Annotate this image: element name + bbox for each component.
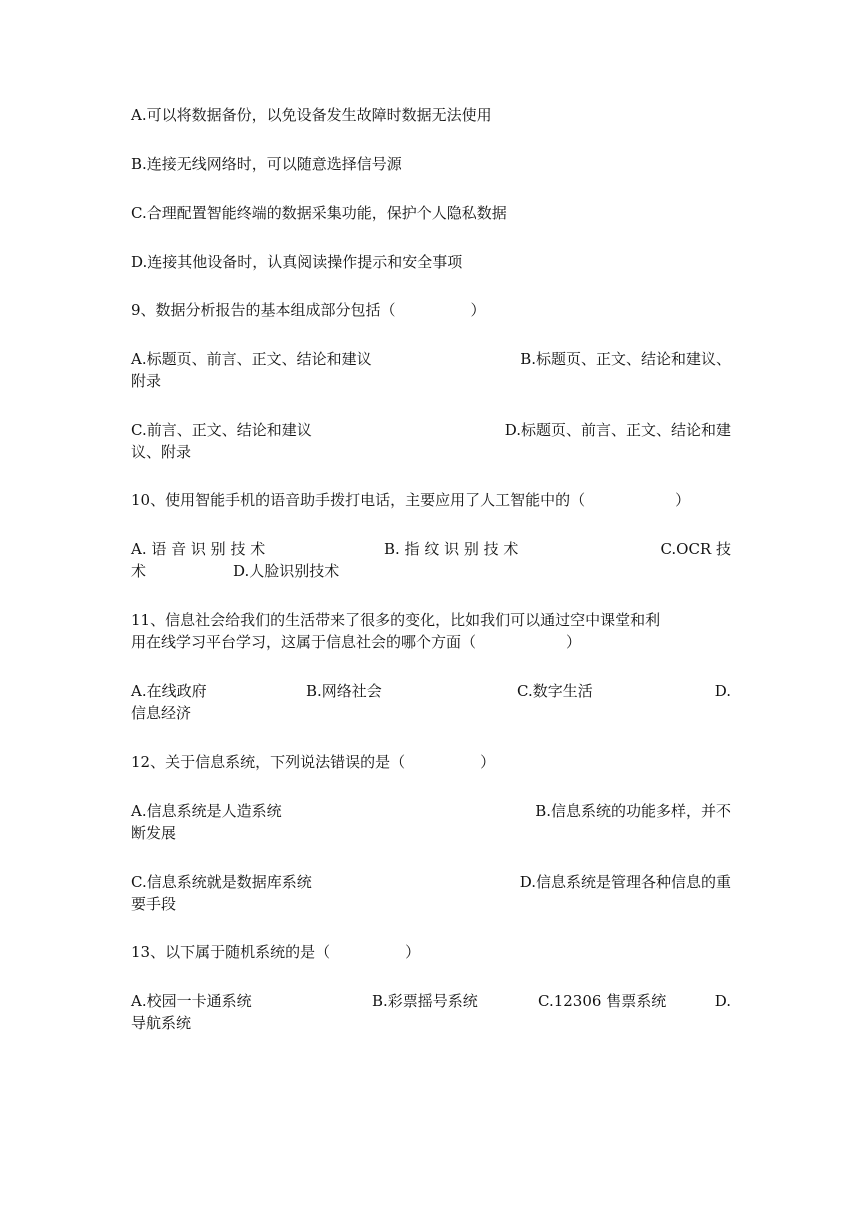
q10-option-a: A. 语 音 识 别 技 术 <box>131 540 266 558</box>
q11-option-c: C.数字生活 <box>517 682 593 700</box>
q8-option-a: A.可以将数据备份，以免设备发生故障时数据无法使用 <box>131 106 492 124</box>
q9-options-row2 <box>131 419 731 441</box>
q10-option-c-cont: 术 <box>131 562 147 580</box>
q12-option-a: A.信息系统是人造系统 <box>131 802 282 820</box>
q11-option-b: B.网络社会 <box>306 682 382 700</box>
q12-option-b-cont: 断发展 <box>131 824 177 842</box>
q9-option-b: B.标题页、正文、结论和建议、 <box>520 350 731 368</box>
q8-option-d: D.连接其他设备时，认真阅读操作提示和安全事项 <box>131 253 463 271</box>
q13-stem: 13、以下属于随机系统的是（ ） <box>131 943 421 961</box>
q9-option-c: C.前言、正文、结论和建议 <box>131 421 312 439</box>
q10-option-b: B. 指 纹 识 别 技 术 <box>384 540 519 558</box>
q8-option-b: B.连接无线网络时，可以随意选择信号源 <box>131 155 402 173</box>
q10-stem: 10、使用智能手机的语音助手拨打电话，主要应用了人工智能中的（ ） <box>131 491 691 509</box>
q12-option-c: C.信息系统就是数据库系统 <box>131 873 312 891</box>
q11-options-row1 <box>131 680 731 702</box>
q11-option-a: A.在线政府 <box>131 682 207 700</box>
q11-stem-line1: 11、信息社会给我们的生活带来了很多的变化，比如我们可以通过空中课堂和利 <box>131 611 661 629</box>
q13-option-d-cont: 导航系统 <box>131 1014 192 1032</box>
q12-option-d-cont: 要手段 <box>131 895 177 913</box>
q10-options-row1 <box>131 538 731 560</box>
q11-option-d-cont: 信息经济 <box>131 704 192 722</box>
q9-options-row1 <box>131 348 731 370</box>
q10-options-row2 <box>131 560 731 582</box>
q10-option-d: D.人脸识别技术 <box>233 562 340 580</box>
q9-option-d-cont: 议、附录 <box>131 443 192 461</box>
q9-stem: 9、数据分析报告的基本组成部分包括（ ） <box>131 301 486 319</box>
q11-option-d: D. <box>714 682 731 700</box>
q11-stem-line2: 用在线学习平台学习，这属于信息社会的哪个方面（ ） <box>131 633 582 651</box>
q8-option-c: C.合理配置智能终端的数据采集功能，保护个人隐私数据 <box>131 204 507 222</box>
q12-option-b: B.信息系统的功能多样，并不 <box>535 802 731 820</box>
q12-stem: 12、关于信息系统，下列说法错误的是（ ） <box>131 753 496 771</box>
q12-options-row2 <box>131 871 731 893</box>
q9-option-a: A.标题页、前言、正文、结论和建议 <box>131 350 372 368</box>
q13-options-row1 <box>131 990 731 1012</box>
q13-option-d: D. <box>714 992 731 1010</box>
q13-option-b: B.彩票摇号系统 <box>372 992 478 1010</box>
q12-option-d: D.信息系统是管理各种信息的重 <box>519 873 731 891</box>
q9-option-d: D.标题页、前言、正文、结论和建 <box>504 421 731 439</box>
q13-option-c: C.12306 售票系统 <box>538 992 667 1010</box>
q9-option-b-cont: 附录 <box>131 372 162 390</box>
q10-option-c: C.OCR 技 <box>660 540 731 558</box>
q13-option-a: A.校园一卡通系统 <box>131 992 252 1010</box>
q12-options-row1 <box>131 800 731 822</box>
